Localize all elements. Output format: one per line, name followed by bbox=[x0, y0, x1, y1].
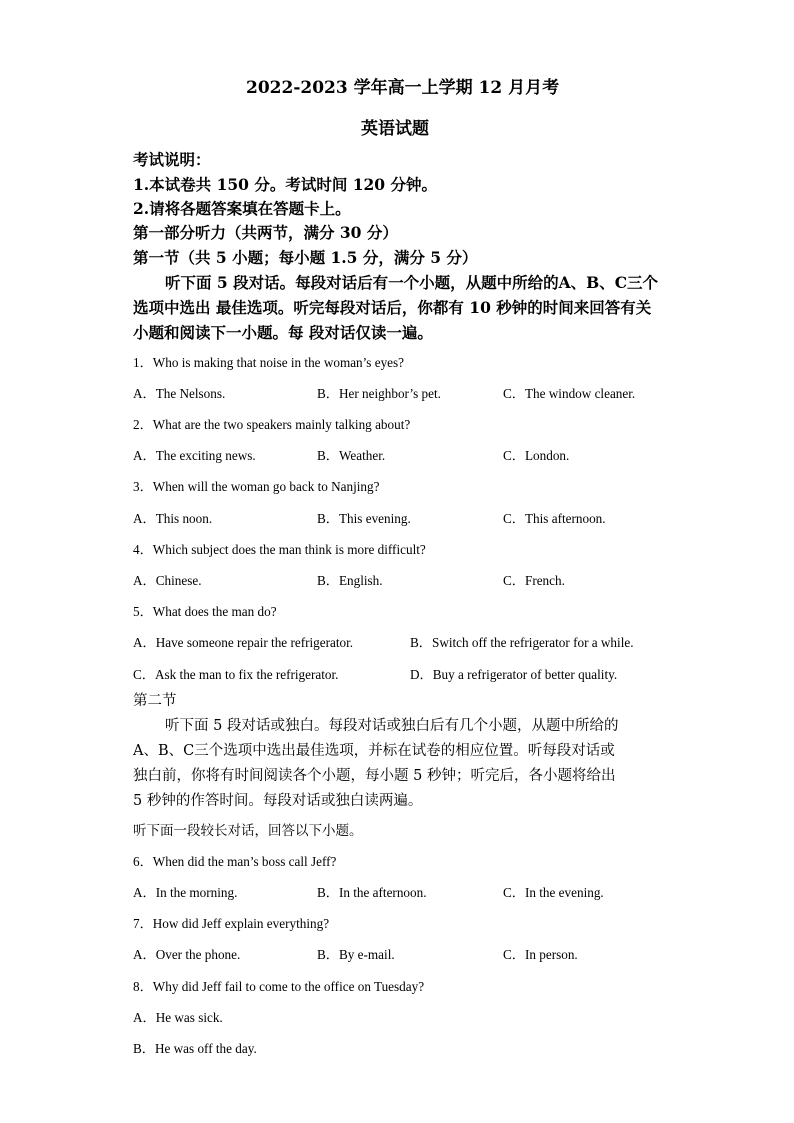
option-a: A．In the morning. bbox=[133, 885, 238, 900]
option-a: A．The exciting news. bbox=[133, 448, 256, 463]
exam-title: 2022-2023 学年高一上学期 12 月月考 bbox=[246, 78, 560, 98]
option-c: C．Ask the man to fix the refrigerator. bbox=[133, 667, 339, 682]
part1-heading: 第一部分听力（共两节，满分 30 分） bbox=[133, 223, 398, 242]
question-stem: 6．When did the man’s boss call Jeff? bbox=[133, 854, 337, 869]
option-a: A．Chinese. bbox=[133, 573, 202, 588]
option-a: A．Have someone repair the refrigerator. bbox=[133, 635, 354, 650]
option-c: C．French. bbox=[503, 573, 565, 588]
option-c: C．This afternoon. bbox=[503, 511, 606, 526]
exam-subtitle: 英语试题 bbox=[361, 119, 429, 139]
option-b: B．In the afternoon. bbox=[317, 885, 427, 900]
option-d: D．Buy a refrigerator of better quality. bbox=[410, 667, 618, 682]
option-b: B．Her neighbor’s pet. bbox=[317, 386, 441, 401]
question-stem: 2．What are the two speakers mainly talking about? bbox=[133, 417, 411, 432]
instruction-line-1: 1.本试卷共 150 分。考试时间 120 分钟。 bbox=[133, 175, 437, 194]
question-stem: 3．When will the woman go back to Nanjing? bbox=[133, 479, 380, 494]
question-stem: 7．How did Jeff explain everything? bbox=[133, 916, 330, 931]
question-stem: 1．Who is making that noise in the woman’s eyes? bbox=[133, 355, 405, 370]
option-a: A．Over the phone. bbox=[133, 947, 241, 962]
option-c: C．In person. bbox=[503, 947, 578, 962]
option-b: B．English. bbox=[317, 573, 383, 588]
section1-para-line: 选项中选出 最佳选项。听完每段对话后，你都有 10 秒钟的时间来回答有关 bbox=[133, 298, 652, 317]
passage-intro: 听下面一段较长对话，回答以下小题。 bbox=[133, 823, 363, 839]
option-b: B．Weather. bbox=[317, 448, 386, 463]
option-b: B．This evening. bbox=[317, 511, 411, 526]
option-b: B．Switch off the refrigerator for a while. bbox=[410, 635, 634, 650]
section2-para-line: 独白前，你将有时间阅读各个小题，每小题 5 秒钟；听完后，各小题将给出 bbox=[133, 768, 616, 784]
section2-heading: 第二节 bbox=[133, 693, 177, 709]
option-b: B．By e-mail. bbox=[317, 947, 395, 962]
option-c: C．The window cleaner. bbox=[503, 386, 636, 401]
option-c: C．In the evening. bbox=[503, 885, 604, 900]
option-a: A．This noon. bbox=[133, 511, 213, 526]
question-stem: 8．Why did Jeff fail to come to the office on Tuesday? bbox=[133, 979, 425, 994]
option-c: C．London. bbox=[503, 448, 570, 463]
instruction-line-2: 2.请将各题答案填在答题卡上。 bbox=[133, 199, 351, 218]
section2-para-line: 听下面 5 段对话或独白。每段对话或独白后有几个小题，从题中所给的 bbox=[165, 718, 619, 734]
section1-para-line: 听下面 5 段对话。每段对话后有一个小题，从题中所给的A、B、C三个 bbox=[165, 273, 659, 292]
section1-para-line: 小题和阅读下一小题。每 段对话仅读一遍。 bbox=[133, 323, 433, 342]
question-stem: 5．What does the man do? bbox=[133, 604, 277, 619]
section1-heading: 第一节（共 5 小题；每小题 1.5 分，满分 5 分） bbox=[133, 248, 478, 267]
instructions-heading: 考试说明： bbox=[133, 150, 211, 169]
question-stem: 4．Which subject does the man think is more difficult? bbox=[133, 542, 426, 557]
option-a: A．The Nelsons. bbox=[133, 386, 226, 401]
section2-para-line: 5 秒钟的作答时间。每段对话或独白读两遍。 bbox=[133, 793, 423, 809]
option-b: B．He was off the day. bbox=[133, 1041, 257, 1056]
option-a: A．He was sick. bbox=[133, 1010, 223, 1025]
section2-para-line: A、B、C三个选项中选出最佳选项，并标在试卷的相应位置。听每段对话或 bbox=[133, 743, 615, 759]
